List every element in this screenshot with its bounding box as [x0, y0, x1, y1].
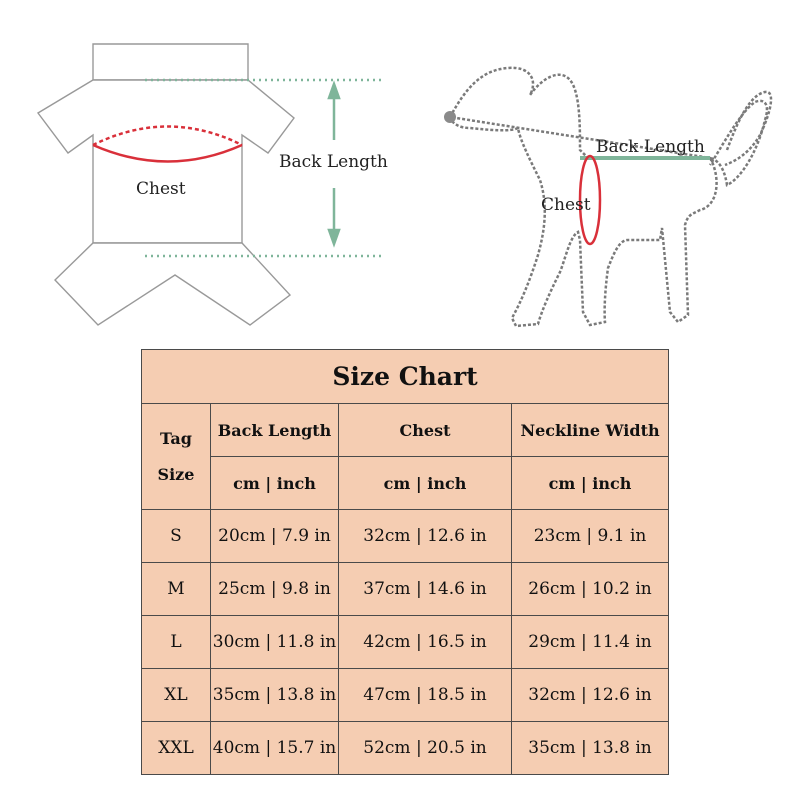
neckline-cell: 29cm | 11.4 in [512, 616, 669, 669]
back-length-cell: 40cm | 15.7 in [211, 722, 339, 775]
neckline-cell: 26cm | 10.2 in [512, 563, 669, 616]
chest-cell: 47cm | 18.5 in [339, 669, 512, 722]
garment-chest-label: Chest [136, 179, 186, 199]
table-row [142, 616, 669, 669]
garment-collar [93, 44, 248, 80]
unit-chest: cm | inch [339, 457, 512, 510]
dog-diagram [420, 0, 800, 345]
title-row [142, 350, 669, 404]
header-chest: Chest [339, 404, 512, 457]
dog-chest-label: Chest [541, 195, 591, 215]
header-neckline-width: Neckline Width [512, 404, 669, 457]
size-chart-title: Size Chart [142, 350, 669, 404]
unit-row [142, 457, 669, 510]
size-cell: XL [142, 669, 211, 722]
unit-back-length: cm | inch [211, 457, 339, 510]
dog-tail [725, 92, 771, 165]
neckline-cell: 23cm | 9.1 in [512, 510, 669, 563]
tag-size-header [142, 404, 211, 510]
dog-outline [450, 68, 767, 326]
back-length-cell: 35cm | 13.8 in [211, 669, 339, 722]
back-length-cell: 25cm | 9.8 in [211, 563, 339, 616]
unit-neckline-width: cm | inch [512, 457, 669, 510]
table-row [142, 722, 669, 775]
dog-nose [444, 111, 456, 123]
garment-back-length-label: Back Length [279, 152, 388, 172]
size-cell: XXL [142, 722, 211, 775]
neckline-cell: 35cm | 13.8 in [512, 722, 669, 775]
chest-cell: 32cm | 12.6 in [339, 510, 512, 563]
neckline-cell: 32cm | 12.6 in [512, 669, 669, 722]
size-cell: L [142, 616, 211, 669]
table-row [142, 563, 669, 616]
tag-header-line2: Size [157, 464, 195, 484]
table-row [142, 669, 669, 722]
dog-back-length-label: Back Length [596, 137, 705, 157]
chest-cell: 52cm | 20.5 in [339, 722, 512, 775]
chest-cell: 37cm | 14.6 in [339, 563, 512, 616]
header-back-length: Back Length [211, 404, 339, 457]
back-length-cell: 20cm | 7.9 in [211, 510, 339, 563]
garment-diagram [0, 0, 410, 345]
tag-header-line1: Tag [160, 428, 192, 448]
chest-cell: 42cm | 16.5 in [339, 616, 512, 669]
header-row [142, 404, 669, 457]
back-length-cell: 30cm | 11.8 in [211, 616, 339, 669]
size-cell: S [142, 510, 211, 563]
table-row [142, 510, 669, 563]
size-cell: M [142, 563, 211, 616]
size-chart-table [141, 349, 669, 775]
